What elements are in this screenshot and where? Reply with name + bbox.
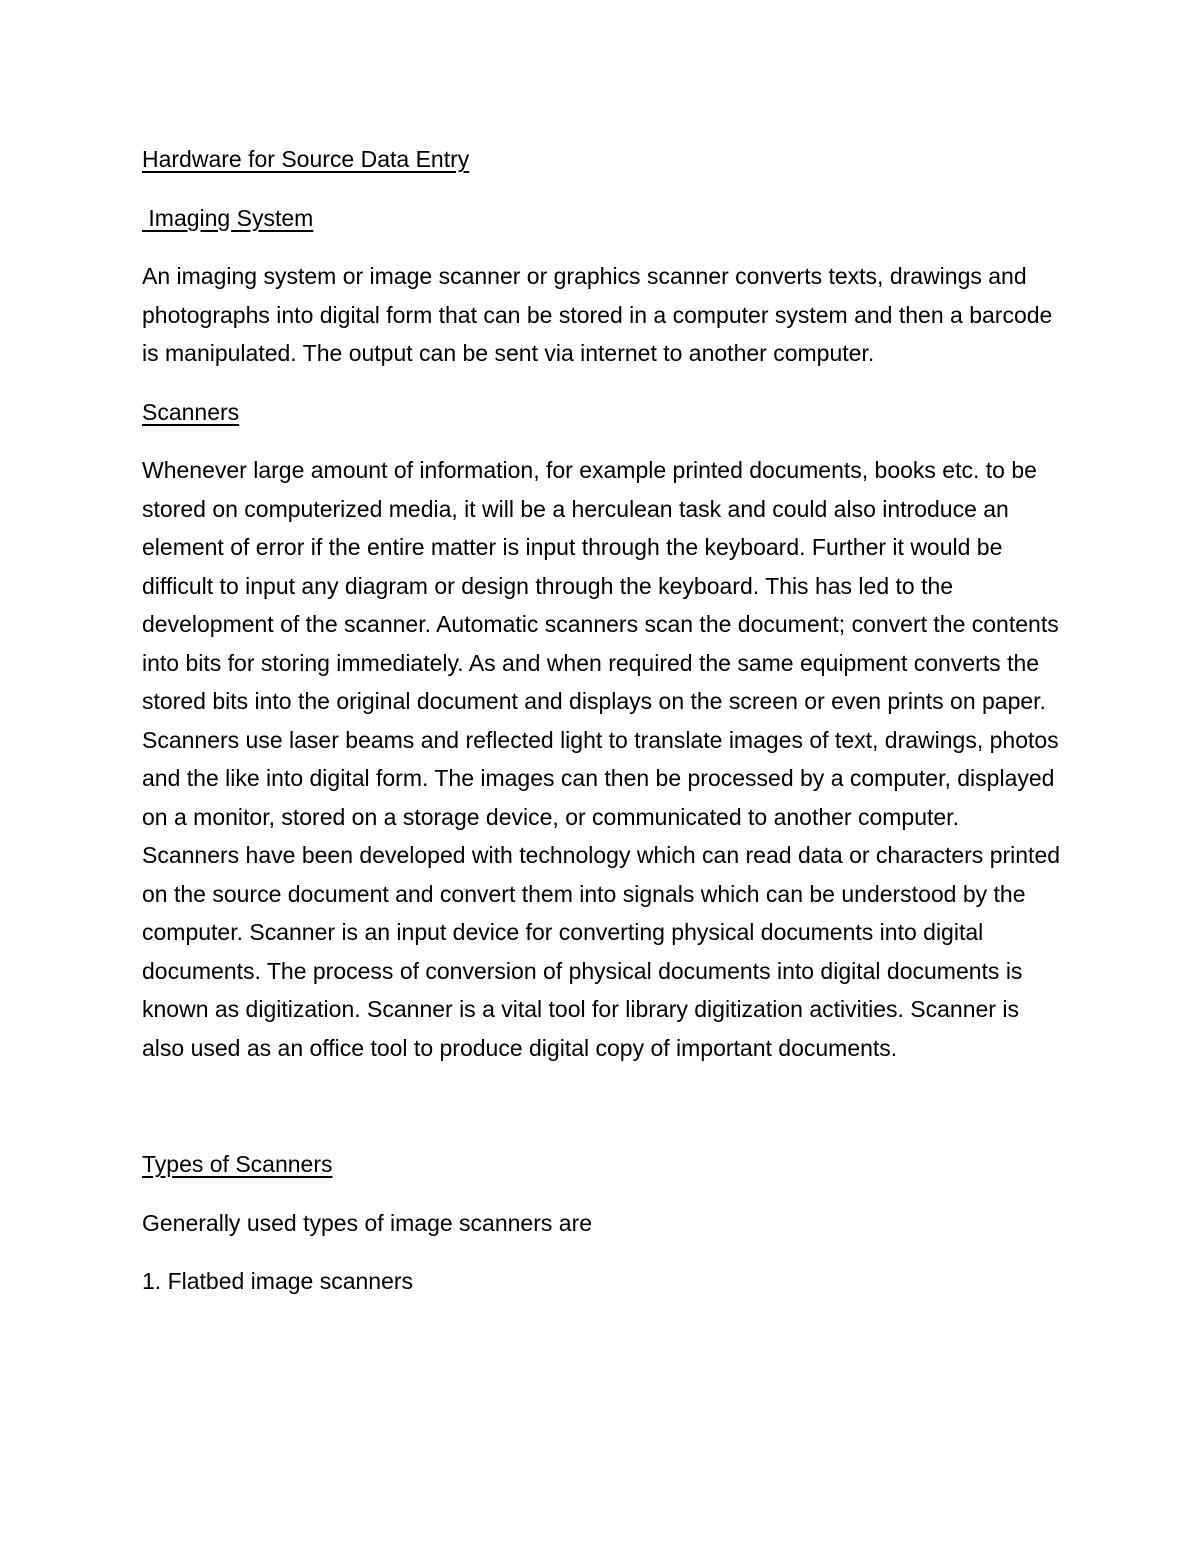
scanners-paragraph: Whenever large amount of information, for example printed documents, books etc. to be stored on computerized media, it will be a herculean task and could also introduce an element of error if the entire matter is input through the keyboard. Further it would be difficult to input any diagram or design through the keyboard. This has led to the development of the scanner. Automatic scanners scan the document; convert the contents into bits for storing immediately. As and when required the same equipment converts the stored bits into the original document and displays on the screen or even prints on paper. Scanners use laser beams and reflected light to translate images of text, drawings, photos and the like into digital form. The images can then be processed by a computer, displayed on a monitor, stored on a storage device, or communicated to another computer. Scanners have been developed with technology which can read data or characters printed on the source document and convert them into signals which can be understood by the computer. Scanner is an input device for converting physical documents into digital documents. The process of conversion of physical documents into digital documents is known as digitization. Scanner is a vital tool for library digitization activities. Scanner is also used as an office tool to produce digital copy of important documents.	[142, 457, 1061, 1061]
types-intro-text: Generally used types of image scanners are	[142, 1209, 593, 1236]
section-heading-types-of-scanners: Types of Scanners	[142, 1151, 333, 1177]
section-heading-scanners: Scanners	[142, 398, 240, 425]
document-body	[142, 140, 1062, 1301]
document-title: Hardware for Source Data Entry	[142, 146, 470, 172]
list-item: 1. Flatbed image scanners	[142, 1268, 414, 1294]
section-heading-imaging-system: Imaging System	[142, 204, 314, 231]
imaging-system-paragraph: An imaging system or image scanner or graphics scanner converts texts, drawings and photographs into digital form that can be stored in a computer system and then a barcode is manipulated. The output can be sent via internet to another computer.	[142, 263, 1053, 366]
